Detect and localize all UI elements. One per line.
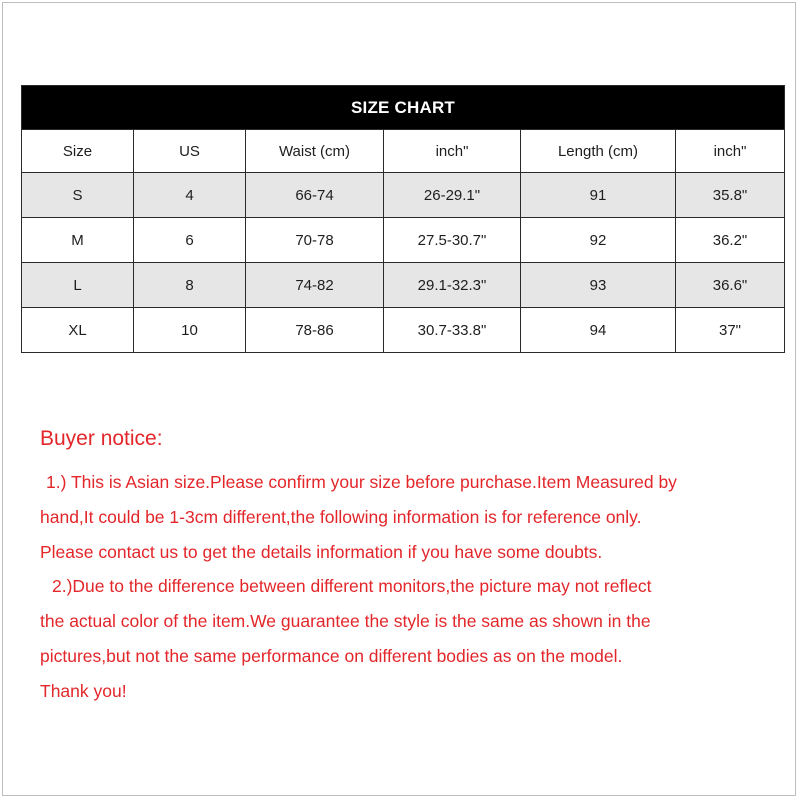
size-chart-title-row [22, 86, 785, 130]
cell-waist-inch: 29.1-32.3" [384, 263, 521, 308]
header-length-inch: inch" [676, 130, 785, 173]
header-size: Size [22, 130, 134, 173]
notice-line: 2.)Due to the difference between different monitors,the picture may not reflect [52, 576, 652, 597]
notice-line: Please contact us to get the details information if you have some doubts. [40, 541, 603, 562]
cell-length-inch: 37" [676, 308, 785, 353]
cell-us: 10 [134, 308, 246, 353]
header-waist-inch: inch" [384, 130, 521, 173]
table-row [22, 218, 785, 263]
notice-line: pictures,but not the same performance on different bodies as on the model. [40, 645, 623, 666]
cell-waist-cm: 70-78 [246, 218, 384, 263]
cell-size: L [22, 263, 134, 308]
cell-length-cm: 93 [521, 263, 676, 308]
cell-length-cm: 91 [521, 173, 676, 218]
notice-line: hand,It could be 1-3cm different,the following information is for reference only. [40, 506, 642, 527]
cell-size: M [22, 218, 134, 263]
cell-waist-inch: 26-29.1" [384, 173, 521, 218]
size-chart-title: SIZE CHART [22, 86, 785, 130]
size-chart-header-row [22, 130, 785, 173]
cell-length-inch: 36.2" [676, 218, 785, 263]
header-waist-cm: Waist (cm) [246, 130, 384, 173]
notice-line: Thank you! [40, 680, 127, 701]
cell-length-cm: 94 [521, 308, 676, 353]
buyer-notice-title: Buyer notice: [40, 427, 163, 450]
cell-waist-cm: 66-74 [246, 173, 384, 218]
notice-line: the actual color of the item.We guarantee the style is the same as shown in the [40, 611, 651, 632]
size-chart-table [21, 85, 785, 353]
cell-size: S [22, 173, 134, 218]
buyer-notice [40, 425, 780, 709]
cell-waist-cm: 74-82 [246, 263, 384, 308]
cell-waist-inch: 30.7-33.8" [384, 308, 521, 353]
header-us: US [134, 130, 246, 173]
table-row [22, 263, 785, 308]
table-row [22, 173, 785, 218]
table-row [22, 308, 785, 353]
cell-length-inch: 35.8" [676, 173, 785, 218]
header-length-cm: Length (cm) [521, 130, 676, 173]
cell-us: 8 [134, 263, 246, 308]
notice-line: 1.) This is Asian size.Please confirm your size before purchase.Item Measured by [46, 472, 677, 492]
cell-waist-inch: 27.5-30.7" [384, 218, 521, 263]
cell-size: XL [22, 308, 134, 353]
cell-waist-cm: 78-86 [246, 308, 384, 353]
cell-length-inch: 36.6" [676, 263, 785, 308]
cell-us: 6 [134, 218, 246, 263]
cell-length-cm: 92 [521, 218, 676, 263]
cell-us: 4 [134, 173, 246, 218]
